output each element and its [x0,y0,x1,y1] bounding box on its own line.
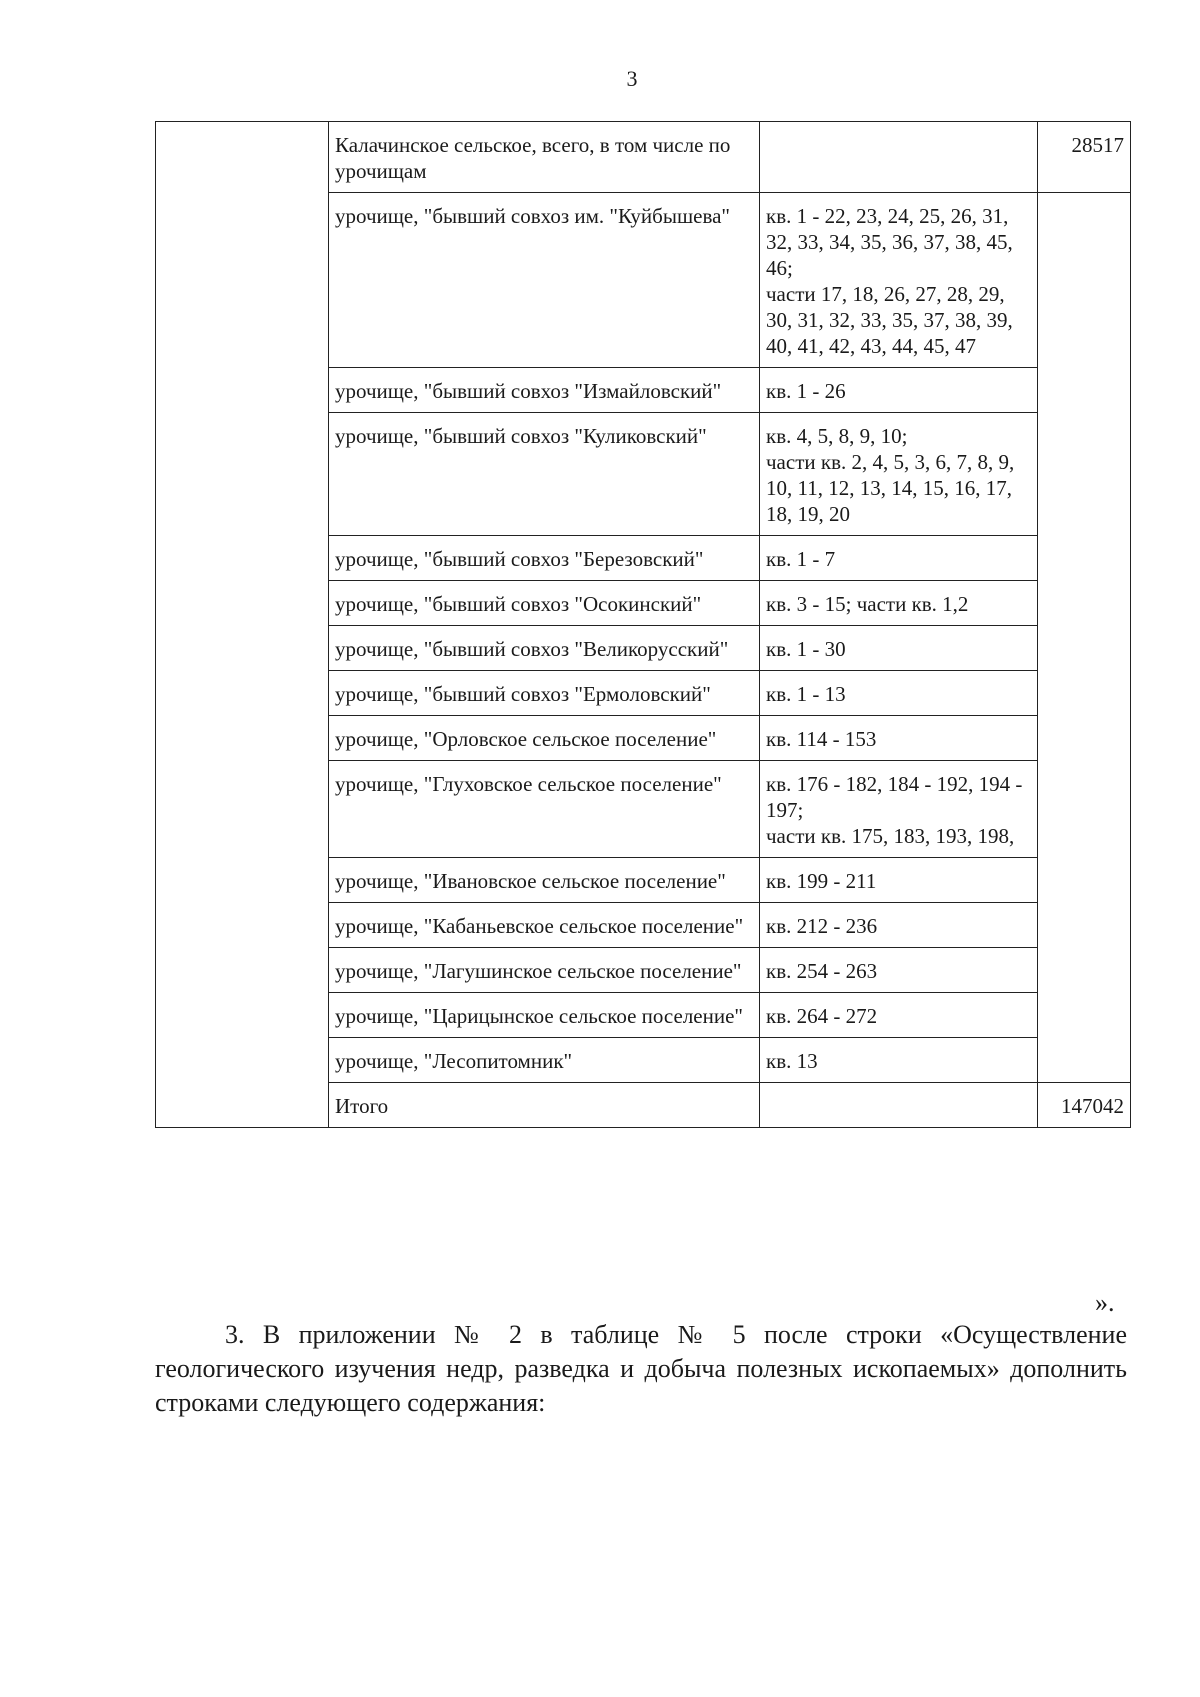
quarters-cell: кв. 212 - 236 [760,903,1038,948]
urochishche-name-cell: урочище, "бывший совхоз "Измайловский" [329,368,760,413]
quarters-cell: кв. 1 - 26 [760,368,1038,413]
urochishche-name-cell: урочище, "бывший совхоз "Ермоловский" [329,671,760,716]
quarters-cell: кв. 13 [760,1038,1038,1083]
forest-register-table [155,121,1131,1128]
urochishche-name-cell: урочище, "бывший совхоз "Великорусский" [329,626,760,671]
total-quarters-cell [760,1083,1038,1128]
urochishche-name-cell: урочище, "Кабаньевское сельское поселение" [329,903,760,948]
quarters-cell: кв. 264 - 272 [760,993,1038,1038]
urochishche-name-cell: урочище, "бывший совхоз "Осокинский" [329,581,760,626]
area-cell-empty [1038,193,1131,1083]
subtotal-quarters-cell [760,122,1038,193]
table-body [156,122,1131,1128]
urochishche-name-cell: урочище, "Глуховское сельское поселение" [329,761,760,858]
urochishche-name-cell: урочище, "Орловское сельское поселение" [329,716,760,761]
quarters-cell: кв. 1 - 22, 23, 24, 25, 26, 31, 32, 33, 34, 35, 36, 37, 38, 45, 46; части 17, 18, 26, 27, 28, 29, 30, 31, 32, 33, 35, 37, 38, 39, 40, 41, 42, 43, 44, 45, 47 [760,193,1038,368]
quarters-cell: кв. 1 - 7 [760,536,1038,581]
quarters-cell: кв. 176 - 182, 184 - 192, 194 - 197; части кв. 175, 183, 193, 198, [760,761,1038,858]
total-name-cell: Итого [329,1083,760,1128]
quarters-cell: кв. 4, 5, 8, 9, 10; части кв. 2, 4, 5, 3, 6, 7, 8, 9, 10, 11, 12, 13, 14, 15, 16, 17, 18, 19, 20 [760,413,1038,536]
page-number: 3 [626,66,638,91]
total-area-cell: 147042 [1038,1083,1131,1128]
urochishche-name-cell: урочище, "Ивановское сельское поселение" [329,858,760,903]
urochishche-name-cell: урочище, "бывший совхоз "Березовский" [329,536,760,581]
urochishche-name-cell: урочище, "Царицынское сельское поселение" [329,993,760,1038]
urochishche-name-cell: урочище, "Лесопитомник" [329,1038,760,1083]
urochishche-name-cell: урочище, "бывший совхоз "Куликовский" [329,413,760,536]
urochishche-name-cell: урочище, "бывший совхоз им. "Куйбышева" [329,193,760,368]
subtotal-area-cell: 28517 [1038,122,1131,193]
quarters-cell: кв. 199 - 211 [760,858,1038,903]
subtotal-name-cell: Калачинское сельское, всего, в том числе по урочищам [329,122,760,193]
table-row-subtotal [156,122,1131,193]
quarters-cell: кв. 1 - 30 [760,626,1038,671]
quarters-cell: кв. 254 - 263 [760,948,1038,993]
blank-first-column [156,122,329,1128]
quarters-cell: кв. 1 - 13 [760,671,1038,716]
quarters-cell: кв. 114 - 153 [760,716,1038,761]
quarters-cell: кв. 3 - 15; части кв. 1,2 [760,581,1038,626]
urochishche-name-cell: урочище, "Лагушинское сельское поселение" [329,948,760,993]
amendment-paragraph: 3. В приложении № 2 в таблице № 5 после строки «Осуществление геологического изучения недр, разведка и добыча полезных ископаемых» дополнить строками следующего содержания: [155,1320,1127,1417]
closing-quote-mark: ». [1095,1288,1115,1317]
